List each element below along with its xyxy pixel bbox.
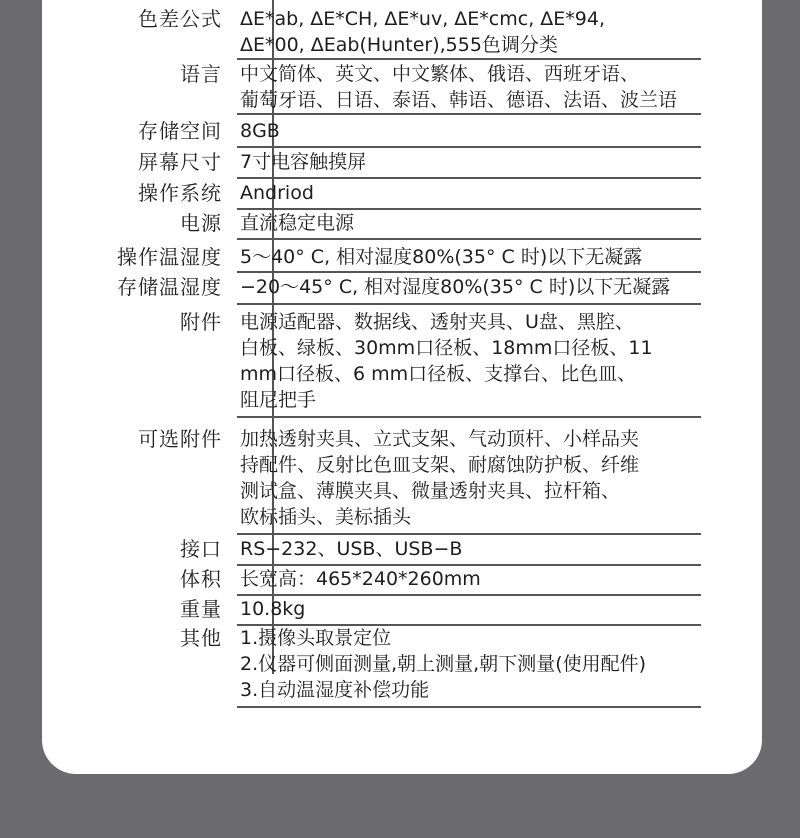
spec-label: 操作温湿度 [117,245,222,269]
spec-label: 屏幕尺寸 [138,150,222,174]
spec-value-line: mm口径板、6 mm口径板、支撑台、比色皿、 [240,363,637,385]
spec-value [240,180,705,206]
spec-label: 接口 [180,537,222,561]
row-separator [237,146,701,148]
row-separator [237,706,701,708]
spec-label: 存储空间 [138,119,222,143]
spec-value-line: 2.仪器可侧面测量,朝上测量,朝下测量(使用配件) [240,653,647,675]
spec-label: 重量 [180,597,222,621]
spec-value-line: 7寸电容触摸屏 [240,151,367,173]
row-separator [237,271,701,273]
spec-value-line: ΔE*00, ΔEab(Hunter),555色调分类 [240,34,558,56]
row-separator [237,416,701,418]
spec-value [240,118,705,144]
spec-value-line: Andriod [240,182,314,204]
spec-label: 附件 [180,310,222,334]
spec-value-line: 直流稳定电源 [240,212,355,234]
spec-value [240,6,705,58]
spec-value-line: 3.自动温湿度补偿功能 [240,679,430,701]
spec-label: 其他 [180,626,222,650]
spec-label: 可选附件 [138,427,222,451]
spec-value [240,536,705,562]
row-separator [237,238,701,240]
spec-value [240,566,705,592]
spec-label: 语言 [180,62,222,86]
row-separator [237,177,701,179]
row-separator [237,113,701,115]
spec-label: 存储温湿度 [117,275,222,299]
spec-value-line: 葡萄牙语、日语、泰语、韩语、德语、法语、波兰语 [240,89,678,111]
spec-value-line: 长宽高：465*240*260mm [240,568,481,590]
spec-value-line: 5～40° C, 相对湿度80%(35° C 时)以下无凝露 [240,246,643,268]
row-separator [237,58,701,60]
spec-value-line: 1.摄像头取景定位 [240,627,392,649]
spec-value [240,149,705,175]
spec-card [42,0,762,774]
spec-value-line: 加热透射夹具、立式支架、气动顶杆、小样品夹 [240,428,640,450]
spec-value-line: −20～45° C, 相对湿度80%(35° C 时)以下无凝露 [240,276,671,298]
spec-label: 体积 [180,567,222,591]
spec-value-line: 8GB [240,120,280,142]
spec-value-line: 10.8kg [240,598,306,620]
row-separator [237,533,701,535]
spec-value-line: RS−232、USB、USB−B [240,538,463,560]
spec-value-line: 阻尼把手 [240,389,317,411]
spec-label: 电源 [180,211,222,235]
spec-label: 操作系统 [138,181,222,205]
spec-value-line: 电源适配器、数据线、透射夹具、U盘、黑腔、 [240,311,634,333]
spec-value-line: 欧标插头、美标插头 [240,506,412,528]
spec-value-line: 中文简体、英文、中文繁体、俄语、西班牙语、 [240,63,640,85]
spec-value [240,61,705,113]
spec-value-line: 持配件、反射比色皿支架、耐腐蚀防护板、纤维 [240,454,640,476]
spec-value [240,274,705,300]
spec-value-line: 白板、绿板、30mm口径板、18mm口径板、11 [240,337,653,359]
spec-value [240,625,705,703]
spec-value [240,309,705,413]
row-separator [237,303,701,305]
spec-value-line: 测试盒、薄膜夹具、微量透射夹具、拉杆箱、 [240,480,621,502]
spec-value [240,210,705,236]
spec-value-line: ΔE*ab, ΔE*CH, ΔE*uv, ΔE*cmc, ΔE*94, [240,8,605,30]
spec-label: 色差公式 [138,7,222,31]
spec-value [240,596,705,622]
spec-value [240,244,705,270]
spec-value [240,426,705,530]
